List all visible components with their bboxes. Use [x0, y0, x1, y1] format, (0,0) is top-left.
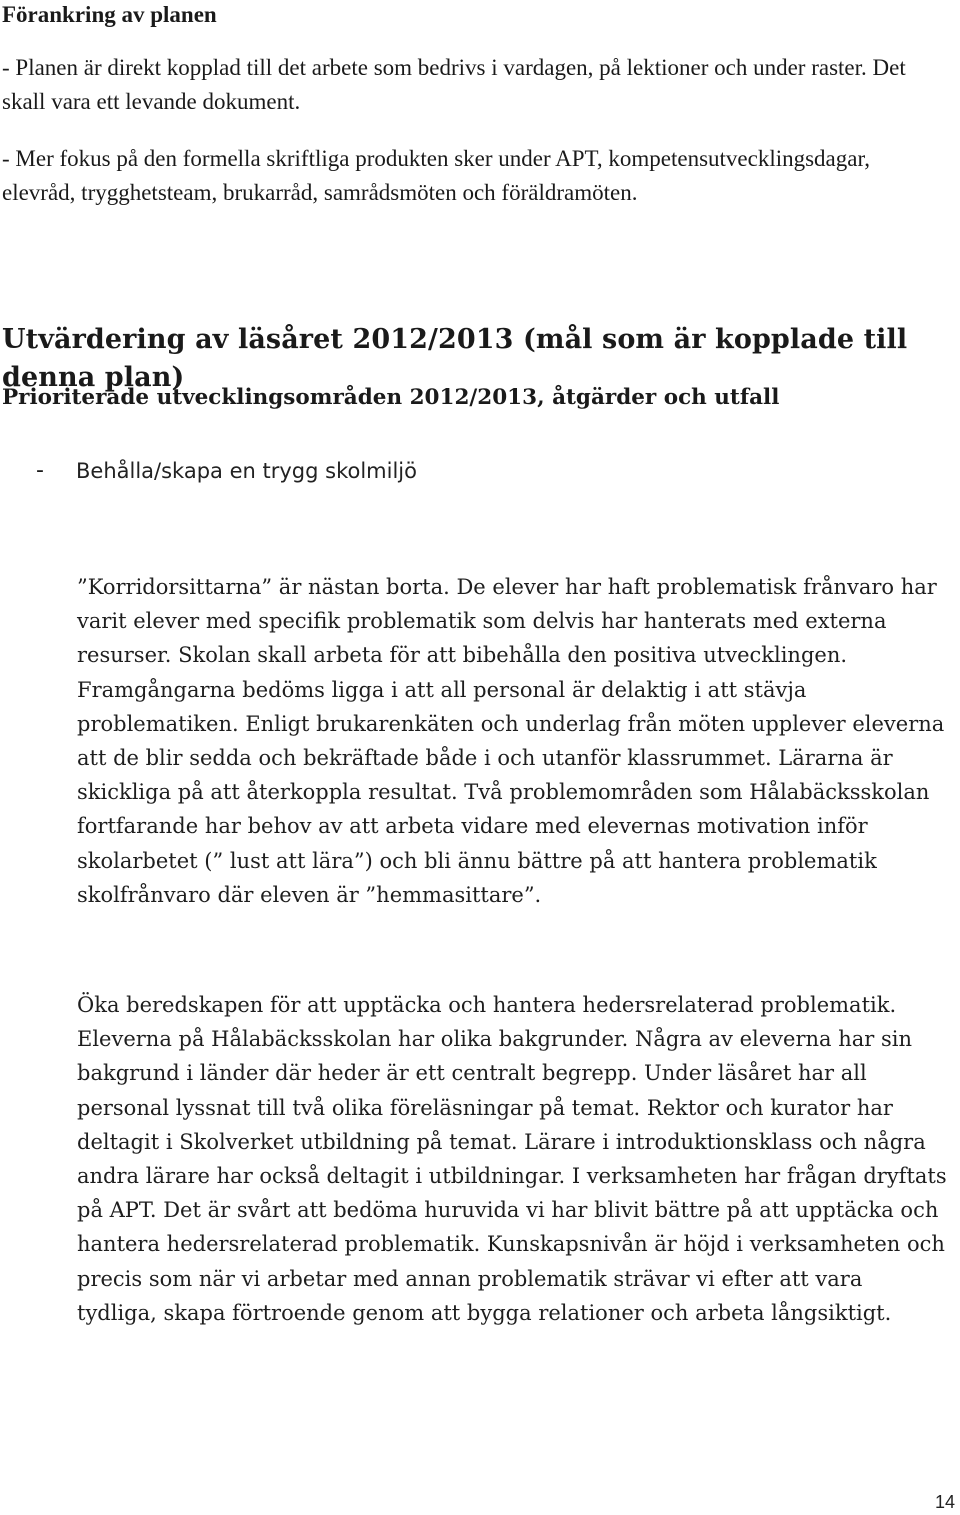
bullet-item: [0, 455, 700, 487]
evaluation-paragraph-honor-issues: Öka beredskapen för att upptäcka och hantera hedersrelaterad problematik. Eleverna på Hålabäcksskolan har olika bakgrunder. Några av eleverna har sin bakgrund i länder där heder är ett centralt begrepp. Under läsåret har all personal lyssnat till två olika föreläsningar på temat. Rektor och kurator har deltagit i Skolverket utbildning på temat. Lärare i introduktionsklass och några andra lärare har också deltagit i utbildningar. I verksamheten har frågan dryftats på APT. Det är svårt att bedöma huruvida vi har blivit bättre på att upptäcka och hantera hedersrelaterad problematik. Kunskapsnivån är höjd i verksamheten och precis som när vi arbetar med annan problematik strävar vi efter att vara tydliga, skapa förtroende genom att bygga relationer och arbeta långsiktigt.: [77, 993, 947, 1325]
evaluation-subheading: Prioriterade utvecklingsområden 2012/2013, åtgärder och utfall: [2, 385, 780, 410]
bullet-marker: -: [36, 458, 44, 483]
paragraph-focus: - Mer fokus på den formella skriftliga produkten sker under APT, kompetensutvecklingsdagar, elevråd, trygghetsteam, brukarråd, samrådsmöten och föräldramöten.: [2, 146, 870, 205]
paragraph-plan-connection: - Planen är direkt kopplad till det arbete som bedrivs i vardagen, på lektioner och under raster. Det skall vara ett levande dokument.: [2, 55, 906, 114]
evaluation-paragraph-safe-environment: ”Korridorsittarna” är nästan borta. De elever har haft problematisk frånvaro har varit elever med specifik problematik som delvis har hanterats med externa resurser. Skolan skall arbeta för att bibehålla den positiva utvecklingen. Framgångarna bedöms ligga i att all personal är delaktig i att stävja problematiken. Enligt brukarenkäten och underlag från möten upplever eleverna att de blir sedda och bekräftade både i och utanför klassrummet. Lärarna är skickliga på att återkoppla resultat. Två problemområden som Hålabäcksskolan fortfarande har behov av att arbeta vidare med elevernas motivation inför skolarbetet (” lust att lära”) och bli ännu bättre på att hantera problematik skolfrånvaro där eleven är ”hemmasittare”.: [77, 575, 945, 907]
evaluation-heading: Utvärdering av läsåret 2012/2013 (mål som är kopplade till denna plan): [2, 324, 908, 393]
bullet-text: Behålla/skapa en trygg skolmiljö: [76, 459, 417, 483]
section-heading: Förankring av planen: [2, 2, 217, 27]
page-number: 14: [934, 1492, 955, 1512]
